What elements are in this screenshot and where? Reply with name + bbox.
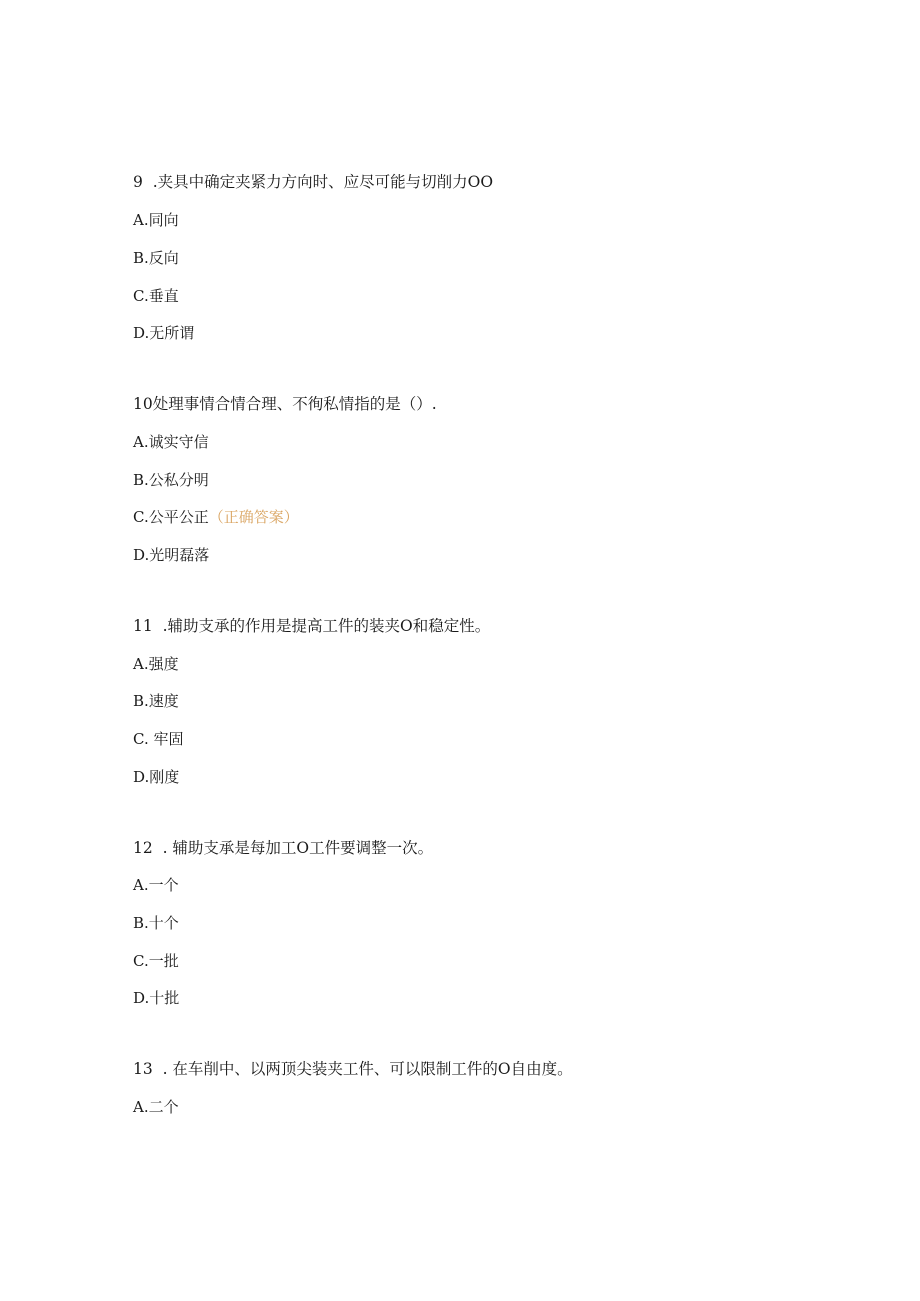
- question-10-option-c: C.公平公正: [133, 508, 209, 526]
- question-12-option-d: D.十批: [133, 989, 180, 1007]
- question-10-option-a: A.诚实守信: [133, 433, 209, 451]
- question-10-option-c-row: [133, 507, 299, 527]
- question-10-stem: 10处理事情合情合理、不徇私情指的是（）.: [133, 395, 437, 413]
- question-13-stem: 13 . 在车削中、以两顶尖装夹工件、可以限制工件的O自由度。: [133, 1060, 573, 1078]
- question-11-option-c: C. 牢固: [133, 730, 184, 748]
- question-11-option-d: D.刚度: [133, 768, 180, 786]
- question-9-option-b: B.反向: [133, 249, 179, 267]
- question-11-option-a: A.强度: [133, 655, 179, 673]
- question-11-option-b: B.速度: [133, 692, 179, 710]
- question-12-option-c: C.一批: [133, 952, 179, 970]
- question-13-option-a: A.二个: [133, 1098, 179, 1116]
- question-9-option-c: C.垂直: [133, 287, 179, 305]
- question-12-option-b: B.十个: [133, 914, 179, 932]
- question-10-option-b: B.公私分明: [133, 471, 209, 489]
- question-12-stem: 12 . 辅助支承是每加工O工件要调整一次。: [133, 839, 434, 857]
- question-9-option-a: A.同向: [133, 211, 179, 229]
- correct-answer-mark: （正确答案）: [208, 508, 299, 526]
- question-9-option-d: D.无所谓: [133, 324, 195, 342]
- question-11-stem: 11 .辅助支承的作用是提高工件的装夹O和稳定性。: [133, 617, 491, 635]
- question-12-option-a: A.一个: [133, 876, 179, 894]
- question-9-stem: 9 .夹具中确定夹紧力方向时、应尽可能与切削力OO: [133, 173, 494, 191]
- question-10-option-d: D.光明磊落: [133, 546, 210, 564]
